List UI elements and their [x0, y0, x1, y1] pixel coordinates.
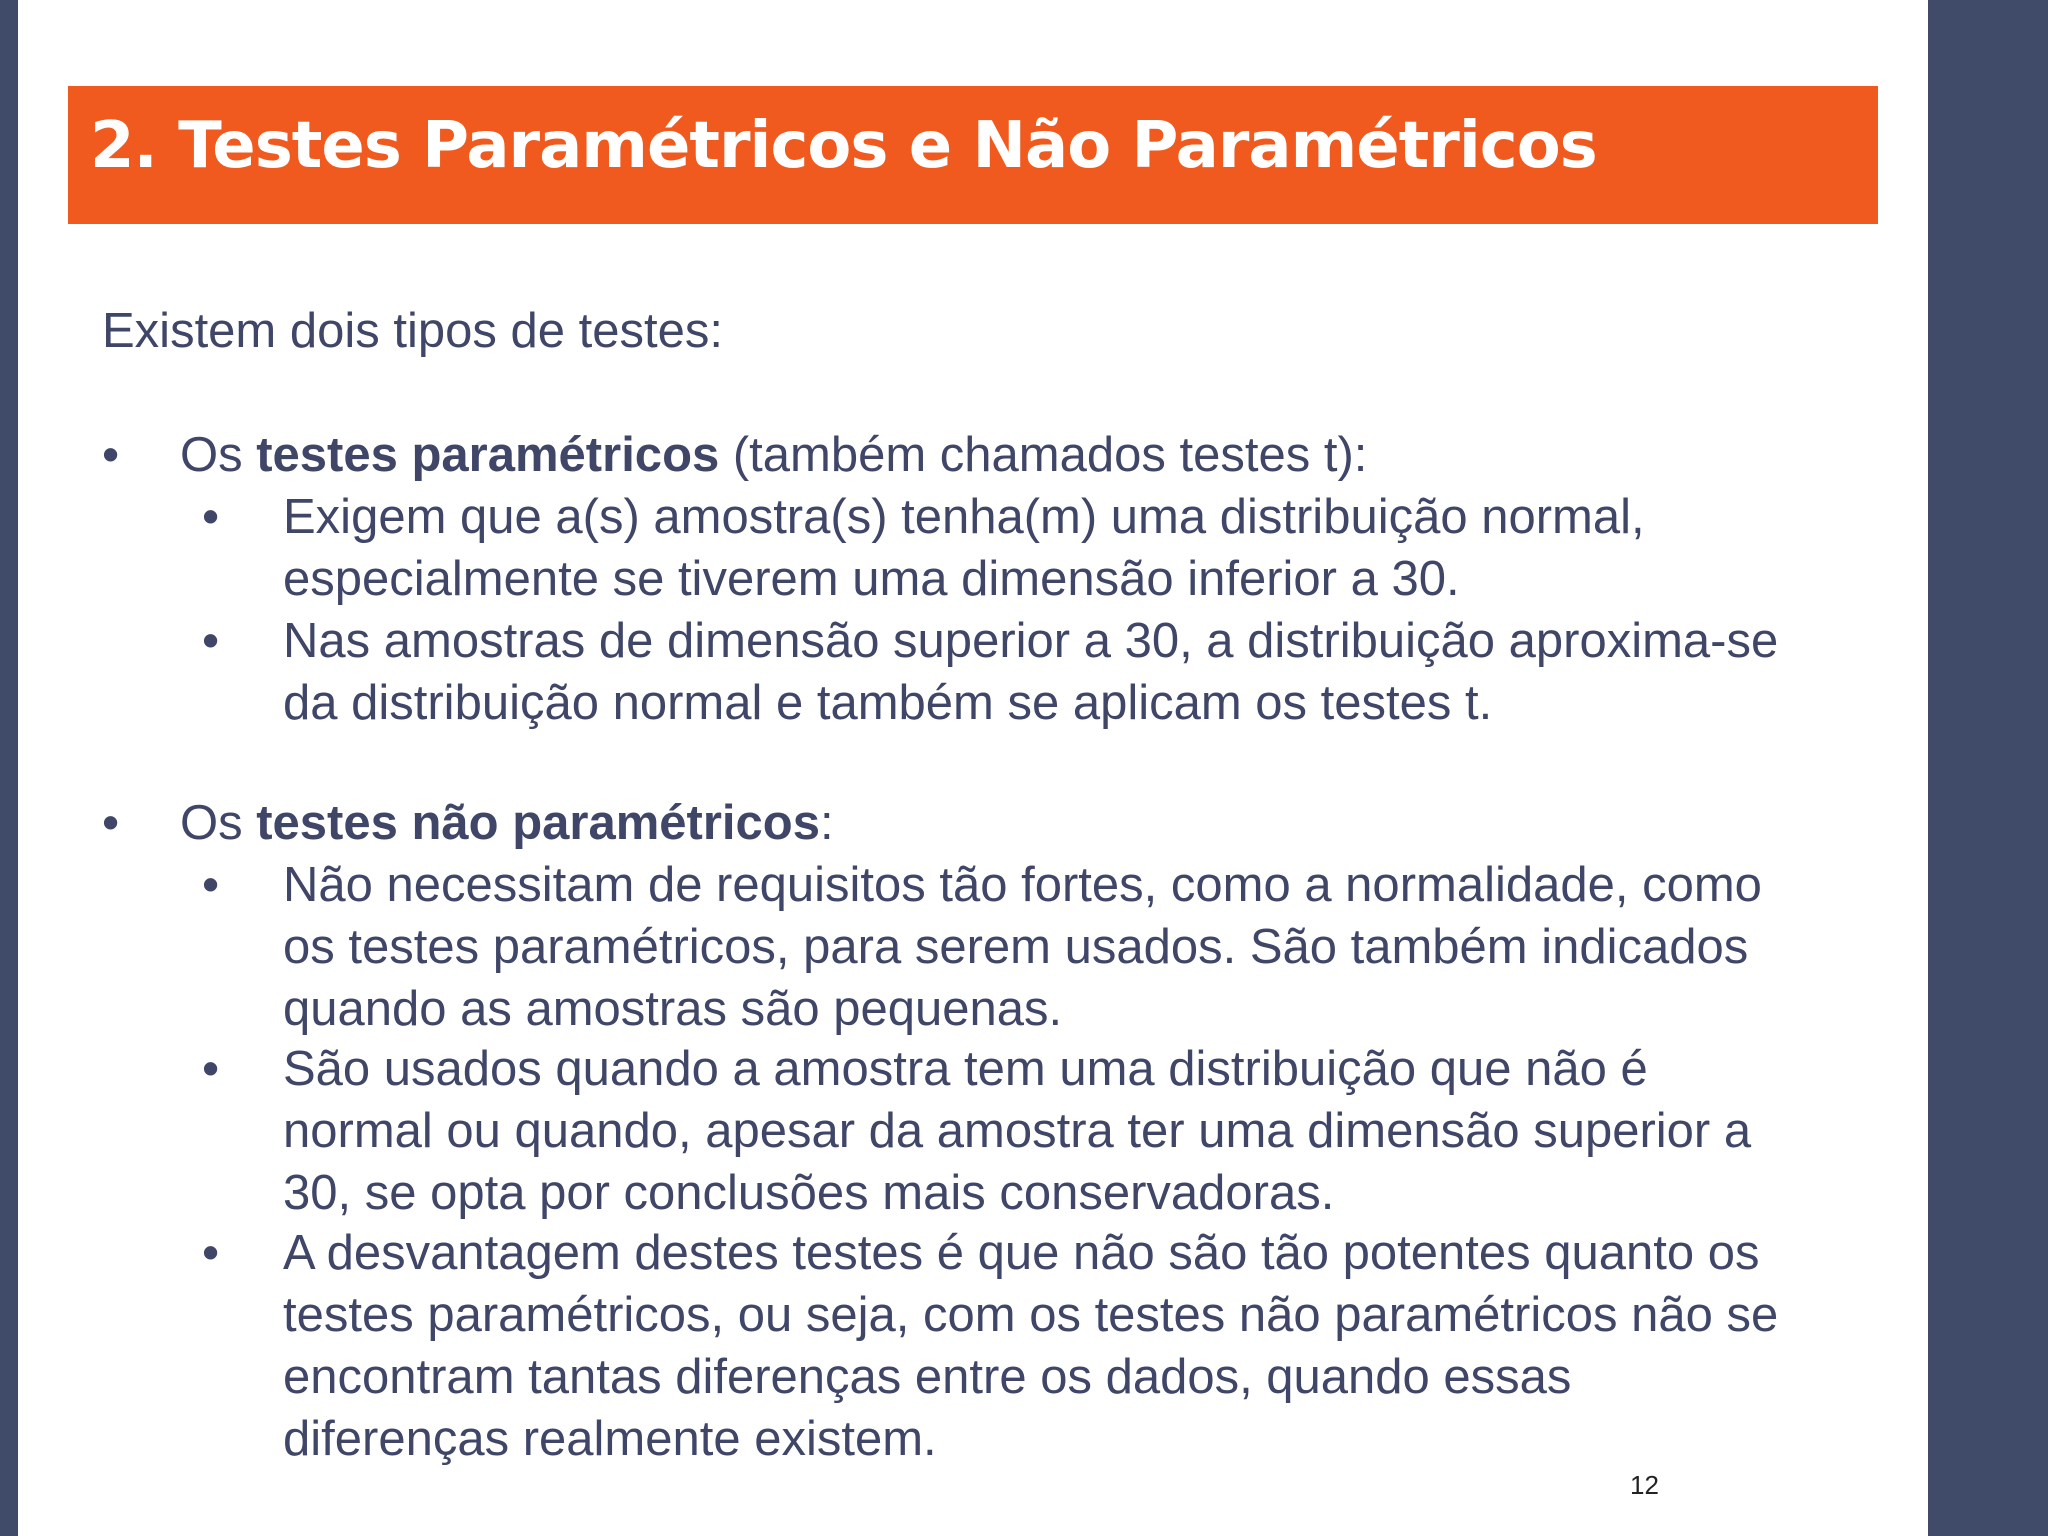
parametric-prefix: Os: [180, 428, 257, 482]
line: A desvantagem destes testes é que não são tão potentes quanto os: [283, 1226, 1760, 1280]
line: normal ou quando, apesar da amostra ter uma dimensão superior a: [283, 1104, 1752, 1158]
parametric-sub-2: [283, 610, 1883, 734]
nonparametric-heading: [180, 792, 834, 854]
parametric-sub-1: [283, 486, 1883, 610]
bullet-parametric-sub-1: •: [202, 490, 220, 544]
nonparametric-prefix: Os: [180, 796, 257, 850]
bullet-nonparametric: •: [102, 796, 120, 850]
line: testes paramétricos, ou seja, com os testes não paramétricos não se: [283, 1288, 1779, 1342]
bullet-nonparametric-sub-2: •: [202, 1042, 220, 1096]
line: especialmente se tiverem uma dimensão inferior a 30.: [283, 552, 1460, 606]
line: quando as amostras são pequenas.: [283, 982, 1063, 1036]
line: Nas amostras de dimensão superior a 30, a distribuição aproxima-se: [283, 614, 1779, 668]
line: encontram tantas diferenças entre os dados, quando essas: [283, 1350, 1572, 1404]
bullet-nonparametric-sub-3: •: [202, 1226, 220, 1280]
nonparametric-bold: testes não paramétricos: [256, 796, 820, 850]
line: Exigem que a(s) amostra(s) tenha(m) uma distribuição normal,: [283, 490, 1645, 544]
nonparametric-sub-3: [283, 1222, 1883, 1470]
line: da distribuição normal e também se aplicam os testes t.: [283, 676, 1493, 730]
nonparametric-sub-1: [283, 854, 1883, 1040]
parametric-bold: testes paramétricos: [256, 428, 720, 482]
parametric-suffix: (também chamados testes t):: [719, 428, 1368, 482]
bullet-nonparametric-sub-1: •: [202, 858, 220, 912]
line: Não necessitam de requisitos tão fortes, como a normalidade, como: [283, 858, 1762, 912]
right-border-bar: [1928, 0, 2048, 1536]
bullet-parametric: •: [102, 428, 120, 482]
bullet-parametric-sub-2: •: [202, 614, 220, 668]
slide-title: 2. Testes Paramétricos e Não Paramétricos: [90, 109, 1597, 183]
left-border-bar: [0, 0, 18, 1536]
line: os testes paramétricos, para serem usados. São também indicados: [283, 920, 1749, 974]
page-number: 12: [1630, 1470, 1659, 1500]
nonparametric-suffix: :: [819, 796, 834, 850]
intro-text: Existem dois tipos de testes:: [102, 304, 723, 358]
line: diferenças realmente existem.: [283, 1412, 937, 1466]
line: São usados quando a amostra tem uma distribuição que não é: [283, 1042, 1648, 1096]
nonparametric-sub-2: [283, 1038, 1883, 1224]
line: 30, se opta por conclusões mais conservadoras.: [283, 1166, 1335, 1220]
parametric-heading: [180, 424, 1367, 486]
